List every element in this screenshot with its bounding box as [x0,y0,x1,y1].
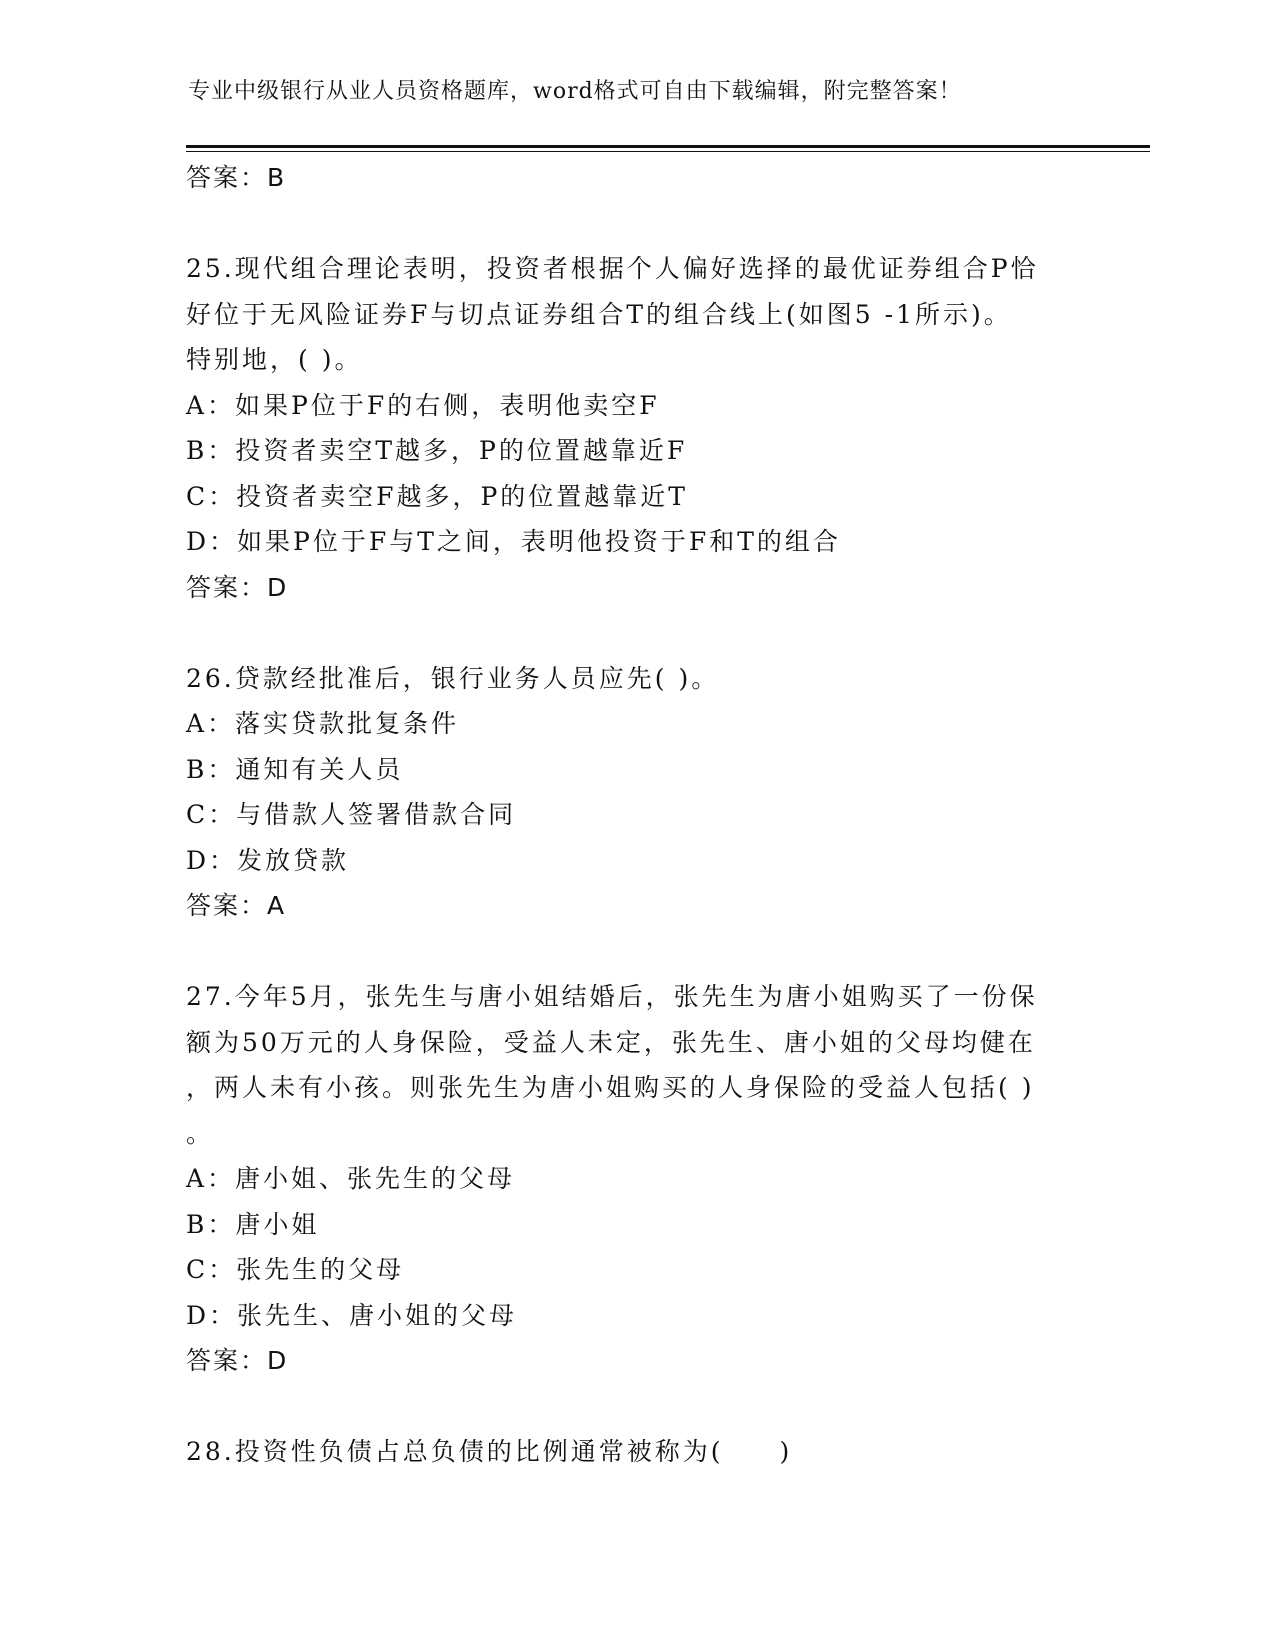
question-stem-line: 好位于无风险证券F与切点证券组合T的组合线上(如图5 -1所示)。 [186,299,1012,329]
option-d: D：如果P位于F与T之间，表明他投资于F和T的组合 [186,527,841,556]
answer-line: 答案：D [186,1346,289,1375]
question-stem-line: 26.贷款经批准后，银行业务人员应先( )。 [186,663,720,693]
answer-line: 答案：B [186,163,287,192]
question-block [186,974,1086,1384]
question-stem-line: 25.现代组合理论表明，投资者根据个人偏好选择的最优证券组合P恰 [186,254,1039,283]
question-stem-line: 28.投资性负债占总负债的比例通常被称为( ) [186,1437,793,1466]
question-content [186,155,1086,1475]
question-stem-line: ，两人未有小孩。则张先生为唐小姐购买的人身保险的受益人包括( ) [186,1073,1035,1102]
question-stem-line: 特别地，( )。 [186,345,363,374]
option-d: D：张先生、唐小姐的父母 [186,1300,518,1330]
option-d: D：发放贷款 [186,845,350,875]
option-c: C：与借款人签署借款合同 [186,800,517,829]
header-rule-thin [186,151,1150,152]
question-block [186,656,1086,929]
option-a: A：如果P位于F的右侧，表明他卖空F [186,390,660,420]
option-b: B：唐小姐 [186,1209,320,1239]
spacer [186,610,1086,656]
spacer [186,1384,1086,1430]
answer-line: 答案：D [186,572,289,602]
option-c: C：投资者卖空F越多，P的位置越靠近T [186,481,688,511]
answer-line: 答案：A [186,891,287,920]
question-stem-line: 额为50万元的人身保险，受益人未定，张先生、唐小姐的父母均健在 [186,1027,1036,1057]
option-b: B：投资者卖空T越多，P的位置越靠近F [186,436,688,465]
option-a: A：落实贷款批复条件 [186,709,460,738]
spacer [186,201,1086,247]
option-b: B：通知有关人员 [186,754,404,784]
question-block [186,1429,1086,1475]
spacer [186,929,1086,975]
question-block [186,246,1086,610]
question-stem-line: 27.今年5月，张先生与唐小姐结婚后，张先生为唐小姐购买了一份保 [186,982,1038,1011]
header-rule-thick [186,145,1150,148]
page-header: 专业中级银行从业人员资格题库，word格式可自由下载编辑，附完整答案！ [188,79,962,104]
option-a: A：唐小姐、张先生的父母 [186,1164,516,1193]
question-stem-line: 。 [186,1118,215,1148]
option-c: C：张先生的父母 [186,1255,405,1284]
